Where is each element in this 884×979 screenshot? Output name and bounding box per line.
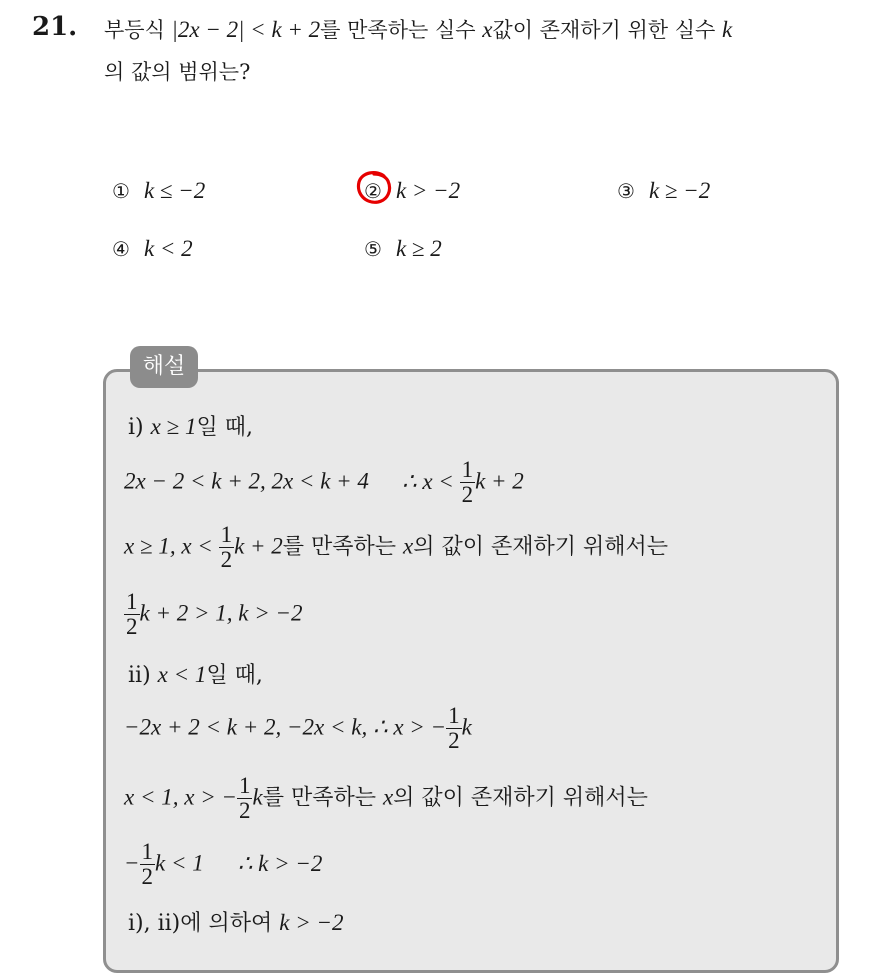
question-var-k: k — [721, 17, 733, 42]
case-2-condition: x < 1 — [157, 662, 207, 687]
solution-tag: 해설 — [130, 346, 198, 388]
line-8-expr: k < 1 — [155, 850, 204, 876]
solution-line-4 — [124, 590, 303, 639]
fraction-numerator: 1 — [461, 457, 474, 482]
question-text-b: 를 만족하는 실수 — [320, 18, 483, 42]
line-7-text-end: 의 값이 존재하기 위해서는 — [393, 785, 648, 811]
fraction-half — [140, 840, 156, 889]
choice-2-marker: ② — [364, 179, 382, 203]
choice-3-expr: k ≥ −2 — [648, 178, 711, 203]
line-2-expr: 2x − 2 < k + 2, 2x < k + 4 — [124, 468, 369, 494]
fraction-denominator: 2 — [448, 728, 460, 754]
choice-4-marker: ④ — [112, 237, 130, 261]
question-text-a: 부등식 — [104, 18, 172, 42]
line-2-therefore: ∴ x < — [401, 468, 460, 494]
case-2-suffix: 일 때, — [206, 663, 263, 688]
line-8-minus: − — [124, 850, 140, 876]
fraction-numerator: 1 — [141, 839, 154, 864]
choice-1[interactable] — [112, 178, 205, 204]
fraction-half — [124, 590, 140, 639]
fraction-numerator: 1 — [220, 522, 233, 547]
case-1-suffix: 일 때, — [196, 415, 253, 440]
conclusion-answer: k > −2 — [279, 910, 344, 935]
line-3-expr: x ≥ 1, x < — [124, 533, 219, 559]
choice-3[interactable] — [617, 178, 710, 204]
line-3-text-end: 의 값이 존재하기 위해서는 — [413, 534, 669, 560]
choice-3-marker: ③ — [617, 179, 635, 203]
case-2-label: ⅱ) — [128, 663, 158, 688]
solution-line-5 — [128, 658, 263, 689]
line-7-text: 를 만족하는 — [262, 785, 383, 811]
question-text-c: 값이 존재하기 위한 실수 — [492, 18, 722, 42]
line-2-tail: k + 2 — [475, 468, 524, 494]
fraction-denominator: 2 — [126, 614, 138, 640]
case-1-condition: x ≥ 1 — [150, 414, 197, 439]
line-3-text: 를 만족하는 — [282, 534, 404, 560]
question-line-1 — [104, 14, 732, 44]
choice-5[interactable] — [364, 236, 442, 262]
fraction-denominator: 2 — [141, 864, 154, 890]
fraction-numerator: 1 — [448, 703, 460, 728]
fraction-numerator: 1 — [126, 589, 138, 614]
conclusion-cases: ⅰ), ⅱ) — [128, 911, 181, 936]
solution-line-3 — [124, 523, 668, 572]
fraction-denominator: 2 — [238, 798, 251, 824]
line-8-therefore: ∴ k > −2 — [237, 850, 323, 876]
fraction-denominator: 2 — [461, 482, 474, 508]
line-7-var-x: x — [382, 784, 394, 810]
solution-line-2 — [124, 458, 524, 507]
choice-5-expr: k ≥ 2 — [395, 236, 442, 261]
line-7-expr: x < 1, x > − — [124, 784, 237, 810]
line-4-expr: k + 2 > 1, k > −2 — [139, 600, 303, 626]
choice-1-expr: k ≤ −2 — [143, 178, 206, 203]
fraction-half — [460, 458, 476, 507]
selected-answer-circle-icon — [354, 168, 394, 208]
solution-line-8 — [124, 840, 322, 889]
choice-2-expr: k > −2 — [395, 178, 461, 203]
conclusion-text: 에 의하여 — [180, 911, 280, 936]
question-var-x: x — [482, 17, 493, 42]
line-7-tail: k — [252, 784, 263, 810]
case-1-label: ⅰ) — [128, 415, 151, 440]
choice-5-marker: ⑤ — [364, 237, 382, 261]
fraction-denominator: 2 — [220, 547, 233, 573]
question-number: 21. — [32, 12, 78, 42]
line-6-tail: k — [461, 714, 472, 740]
line-3-tail: k + 2 — [234, 533, 283, 559]
choice-1-marker: ① — [112, 179, 130, 203]
solution-line-7 — [124, 774, 648, 823]
solution-line-1 — [128, 410, 253, 441]
fraction-half — [446, 704, 462, 753]
line-6-expr: −2x + 2 < k + 2, −2x < k, ∴ x > − — [124, 714, 447, 740]
fraction-numerator: 1 — [238, 773, 251, 798]
fraction-half — [219, 523, 235, 572]
choice-4-expr: k < 2 — [143, 236, 193, 261]
line-3-var-x: x — [403, 533, 414, 559]
question-inequality: |2x − 2| < k + 2 — [171, 17, 321, 42]
solution-line-9 — [128, 906, 344, 937]
choice-4[interactable] — [112, 236, 193, 262]
solution-line-6 — [124, 704, 472, 753]
question-line-2: 의 값의 범위는? — [104, 60, 251, 84]
fraction-half — [237, 774, 253, 823]
